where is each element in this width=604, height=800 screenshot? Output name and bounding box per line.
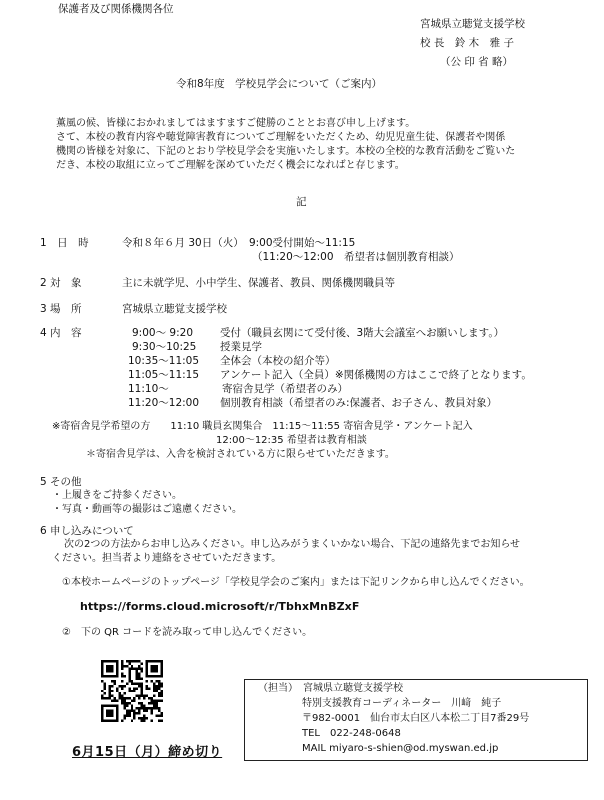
place-label: 3 場 所 — [40, 303, 82, 315]
contact-line-1: （担当） 宮城県立聴覚支援学校 — [258, 683, 403, 694]
document-title: 令和8年度 学校見学会について（ご案内） — [176, 78, 382, 90]
school-name: 宮城県立聴覚支援学校 — [420, 18, 525, 30]
other-label: 5 その他 — [40, 476, 82, 488]
ki-heading: 記 — [296, 196, 307, 208]
date-value: 令和８年６月 30日（火） 9:00受付開始～11:15 — [122, 237, 356, 249]
schedule-time: 9:00～ 9:20 — [132, 327, 193, 339]
schedule-desc: 全体会（本校の紹介等） — [220, 355, 336, 367]
recipient: 保護者及び関係機関各位 — [58, 3, 174, 15]
qr-code-image[interactable] — [101, 660, 163, 722]
contact-line-4: TEL 022-248-0648 — [302, 728, 401, 739]
deadline-text: 6月15日（月）締め切り — [72, 745, 223, 760]
intro-line-2: さて、本校の教育内容や聴覚障害教育についてご理解をいただくため、幼児児童生徒、保護者や関係 — [56, 132, 506, 143]
place-value: 宮城県立聴覚支援学校 — [122, 303, 227, 315]
intro-line-4: だき、本校の取組に立ってご理解を深めていただく機会になればと存じます。 — [56, 160, 405, 171]
schedule-desc: 受付（職員玄関にて受付後、3階大会議室へお願いします。） — [220, 327, 505, 339]
apply-method-2: ② 下の QR コードを読み取って申し込んでください。 — [62, 627, 313, 638]
schedule-desc: 寄宿舎見学（希望者のみ） — [222, 383, 348, 395]
apply-method-1: ①本校ホームページのトップページ「学校見学会のご案内」または下記リンクから申し込んでください。 — [62, 577, 530, 588]
target-value: 主に未就学児、小中学生、保護者、教員、関係機関職員等 — [122, 277, 395, 289]
dorm-note-line-1: ※寄宿舎見学希望の方 11:10 職員玄関集合 11:15～11:55 寄宿舎見学・アンケート記入 — [52, 421, 473, 432]
apply-line-2: ください。担当者より連絡をさせていただきます。 — [52, 553, 282, 564]
schedule-desc: 授業見学 — [220, 341, 262, 353]
dorm-note-line-3: ＊寄宿舎見学は、入舎を検討されている方に限らせていただきます。 — [86, 449, 395, 460]
seal-omitted-note: （公 印 省 略） — [440, 56, 514, 68]
contact-line-2: 特別支援教育コーディネーター 川﨑 純子 — [302, 698, 502, 709]
apply-line-1: 次の2つの方法からお申し込みください。申し込みがうまくいかない場合、下記の連絡先までお知らせ — [64, 539, 521, 550]
schedule-time: 11:05～11:15 — [128, 369, 200, 381]
principal-name: 校 長 鈴 木 雅 子 — [420, 37, 515, 49]
intro-line-1: 薫風の候、皆様におかれましてはますますご健勝のこととお喜び申し上げます。 — [56, 118, 416, 129]
application-form-link[interactable]: https://forms.cloud.microsoft/r/TbhxMnBZxF — [80, 600, 360, 613]
target-label: 2 対 象 — [40, 277, 82, 289]
schedule-time: 9:30～10:25 — [132, 341, 197, 353]
intro-line-3: 機関の皆様を対象に、下記のとおり学校見学会を実施いたします。本校の全校的な教育活動をご覧いた — [56, 146, 516, 157]
schedule-time: 11:20～12:00 — [128, 397, 200, 409]
dorm-note-line-2: 12:00～12:35 希望者は教育相談 — [216, 435, 367, 446]
other-line-2: ・写真・動画等の撮影はご遠慮ください。 — [52, 504, 242, 515]
apply-label: 6 申し込みについて — [40, 525, 134, 537]
schedule-desc: 個別教育相談（希望者のみ:保護者、お子さん、教員対象） — [220, 397, 498, 409]
other-line-1: ・上履きをご持参ください。 — [52, 490, 182, 501]
contact-email[interactable]: MAIL miyaro-s-shien@od.myswan.ed.jp — [302, 743, 499, 754]
date-label: 1 日 時 — [40, 237, 89, 249]
content-label: 4 内 容 — [40, 327, 82, 339]
date-consult: （11:20～12:00 希望者は個別教育相談） — [252, 251, 460, 263]
schedule-time: 10:35～11:05 — [128, 355, 200, 367]
schedule-desc: アンケート記入（全員）※関係機関の方はここで終了となります。 — [220, 369, 532, 381]
contact-line-3: 〒982-0001 仙台市太白区八本松二丁目7番29号 — [302, 713, 530, 724]
schedule-time: 11:10～ — [128, 383, 169, 395]
